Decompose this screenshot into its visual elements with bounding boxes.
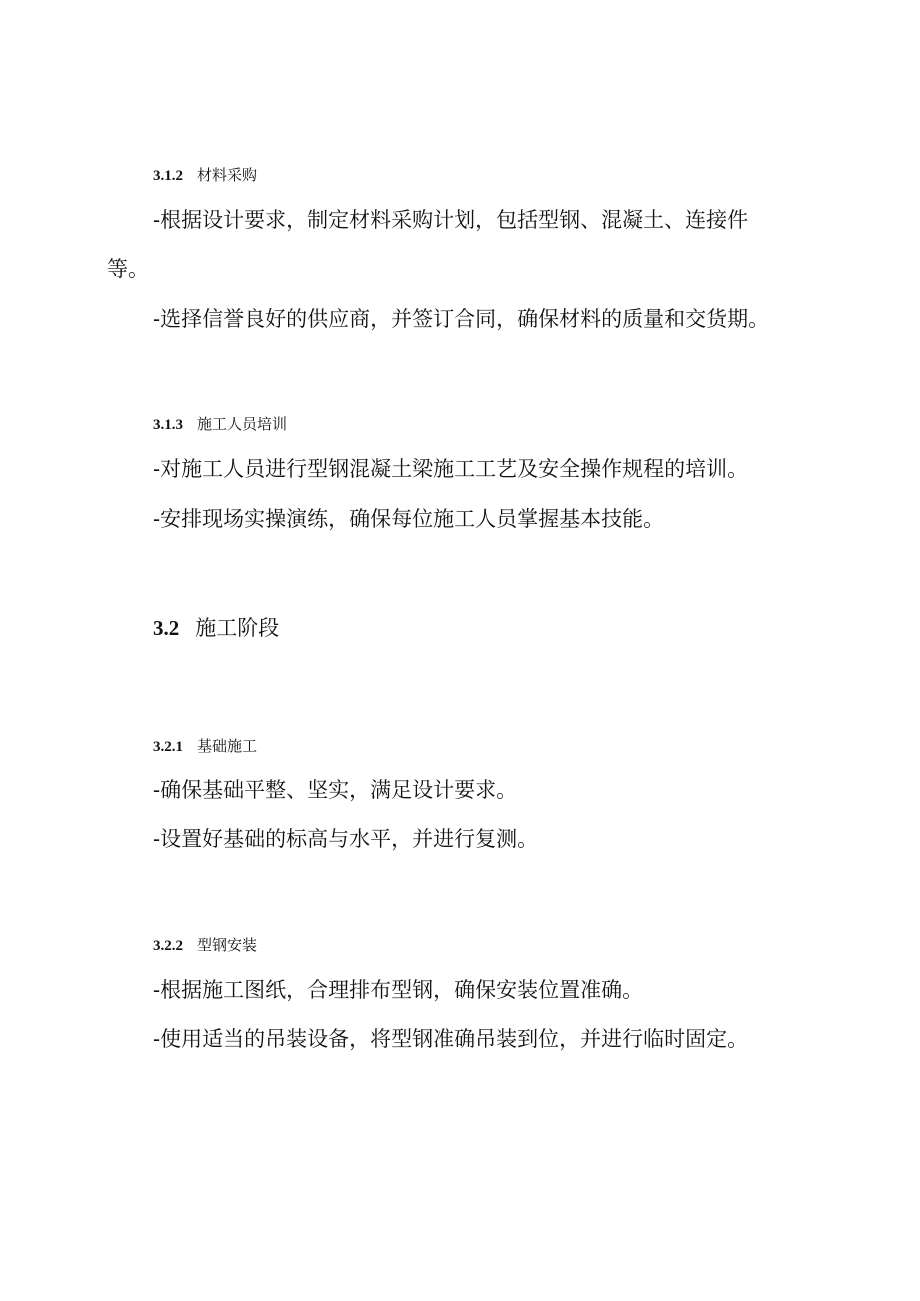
heading-3-1-2: [153, 165, 257, 186]
paragraph-3-1-2-2: -选择信誉良好的供应商，并签订合同，确保材料的质量和交货期。: [153, 307, 770, 331]
heading-number: 3.1.2: [153, 168, 183, 184]
heading-title: 施工阶段: [195, 616, 280, 640]
paragraph-3-2-2-2: -使用适当的吊装设备，将型钢准确吊装到位，并进行临时固定。: [153, 1027, 749, 1051]
heading-3-2-2: [153, 935, 257, 956]
paragraph-3-1-3-1: -对施工人员进行型钢混凝土梁施工工艺及安全操作规程的培训。: [153, 457, 749, 481]
heading-number: 3.2.2: [153, 938, 183, 954]
heading-3-2-1: [153, 736, 257, 757]
heading-title: 施工人员培训: [197, 415, 288, 433]
heading-3-2: [153, 614, 279, 642]
heading-number: 3.2.1: [153, 739, 183, 755]
heading-title: 材料采购: [197, 166, 258, 184]
paragraph-3-2-1-1: -确保基础平整、坚实，满足设计要求。: [153, 778, 518, 802]
heading-number: 3.2: [153, 616, 180, 640]
heading-title: 型钢安装: [197, 936, 258, 954]
paragraph-3-2-2-1: -根据施工图纸，合理排布型钢，确保安装位置准确。: [153, 978, 644, 1002]
heading-number: 3.1.3: [153, 417, 183, 433]
heading-3-1-3: [153, 414, 287, 435]
paragraph-3-1-3-2: -安排现场实操演练，确保每位施工人员掌握基本技能。: [153, 507, 665, 531]
heading-title: 基础施工: [197, 737, 258, 755]
paragraph-3-2-1-2: -设置好基础的标高与水平，并进行复测。: [153, 827, 539, 851]
paragraph-3-1-2-1: -根据设计要求，制定材料采购计划，包括型钢、混凝土、连接件: [153, 208, 749, 232]
paragraph-3-1-2-1-continuation: 等。: [107, 257, 149, 281]
